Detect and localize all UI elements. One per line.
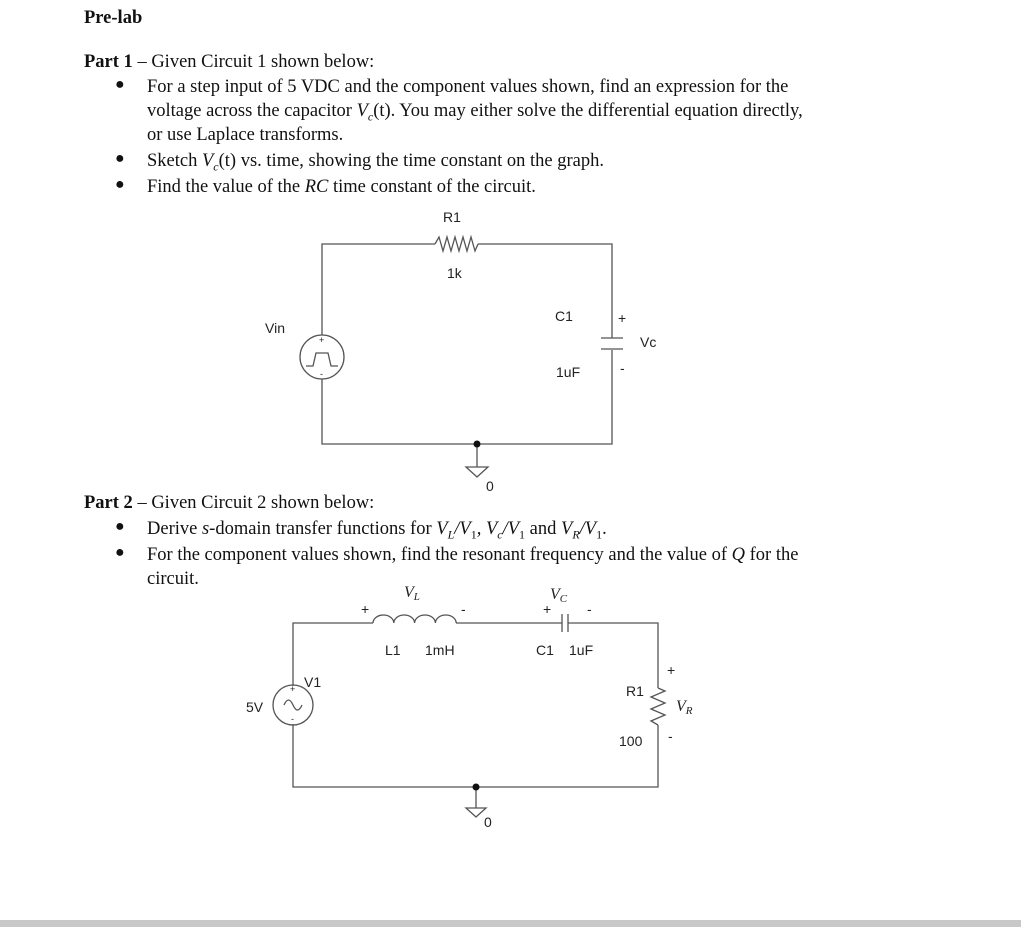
vc-minus: - — [620, 360, 625, 376]
l1-label: L1 — [385, 642, 401, 658]
part1-bullet1-line1: For a step input of 5 VDC and the component values shown, find an expression for the — [147, 77, 789, 97]
pulse-symbol-icon — [306, 353, 338, 366]
part2-title: Part 2 – Given Circuit 2 shown below: — [84, 493, 375, 513]
vr-minus: - — [668, 728, 673, 744]
bullet: ● — [115, 176, 125, 193]
vl-plus: + — [361, 601, 370, 617]
svg-text:+: + — [319, 335, 325, 345]
c1-label: C1 — [555, 308, 573, 324]
wire — [293, 623, 658, 787]
r1-label: R1 — [443, 209, 461, 225]
bullet: ● — [115, 76, 125, 93]
c1-value: 1uF — [556, 364, 581, 380]
part2-bullet2-line1: For the component values shown, find the resonant frequency and the value of Q for the — [147, 545, 799, 565]
vr-label: VR — [676, 698, 693, 717]
r1-value: 1k — [447, 265, 462, 281]
svg-text:+: + — [290, 684, 296, 694]
r1-value: 100 — [619, 733, 643, 749]
part1-title: Part 1 – Given Circuit 1 shown below: — [84, 52, 375, 72]
inductor-l1 — [373, 615, 456, 623]
resistor-r1 — [651, 688, 665, 725]
capacitor-c1 — [601, 338, 623, 349]
part1-bullet1-line2: voltage across the capacitor $V_c(t)$. You may either solve the differential equation directly, — [147, 101, 803, 124]
part2-bullet1: Derive s-domain transfer functions for $V_L/V_1$, $V_c/V_1$ and $V_R/V_1$. — [147, 519, 607, 542]
junction-dot — [473, 784, 480, 791]
svg-text:-: - — [291, 714, 294, 724]
vc-label: Vc — [640, 334, 657, 350]
bullet: ● — [115, 150, 125, 167]
l1-value: 1mH — [425, 642, 455, 658]
wire — [322, 244, 612, 444]
vc-plus: + — [618, 310, 627, 326]
ground-label: 0 — [486, 478, 494, 494]
part1-bullet3: Find the value of the RC time constant of the circuit. — [147, 177, 536, 197]
capacitor-c1 — [562, 614, 568, 632]
junction-dot — [474, 441, 481, 448]
v1-value: 5V — [246, 699, 264, 715]
bullet: ● — [115, 544, 125, 561]
ground-symbol-icon — [466, 444, 488, 477]
part1-bullet1-line3: or use Laplace transforms. — [147, 125, 344, 145]
vr-plus: + — [667, 662, 676, 678]
heading: Pre-lab — [84, 8, 143, 28]
resistor-r1 — [435, 237, 478, 251]
part2-bullet2-line2: circuit. — [147, 569, 199, 589]
c1-value: 1uF — [569, 642, 594, 658]
vc-label: VC — [550, 586, 568, 605]
c1-label: C1 — [536, 642, 554, 658]
svg-text:-: - — [320, 369, 323, 379]
vin-label: Vin — [265, 320, 285, 336]
vl-label: VL — [404, 584, 420, 603]
bottom-scroll-edge — [0, 920, 1021, 927]
vc-minus: - — [587, 601, 592, 617]
vl-minus: - — [461, 601, 466, 617]
circuit-2 — [273, 614, 665, 817]
bullet: ● — [115, 518, 125, 535]
v1-label: V1 — [304, 674, 322, 690]
sine-symbol-icon — [284, 700, 302, 710]
vc-plus: + — [543, 601, 552, 617]
ground-symbol-icon — [466, 787, 486, 817]
part1-bullet2: Sketch $V_c(t)$ vs. time, showing the time constant on the graph. — [147, 151, 604, 174]
ground-label: 0 — [484, 814, 492, 830]
r1-label: R1 — [626, 683, 644, 699]
